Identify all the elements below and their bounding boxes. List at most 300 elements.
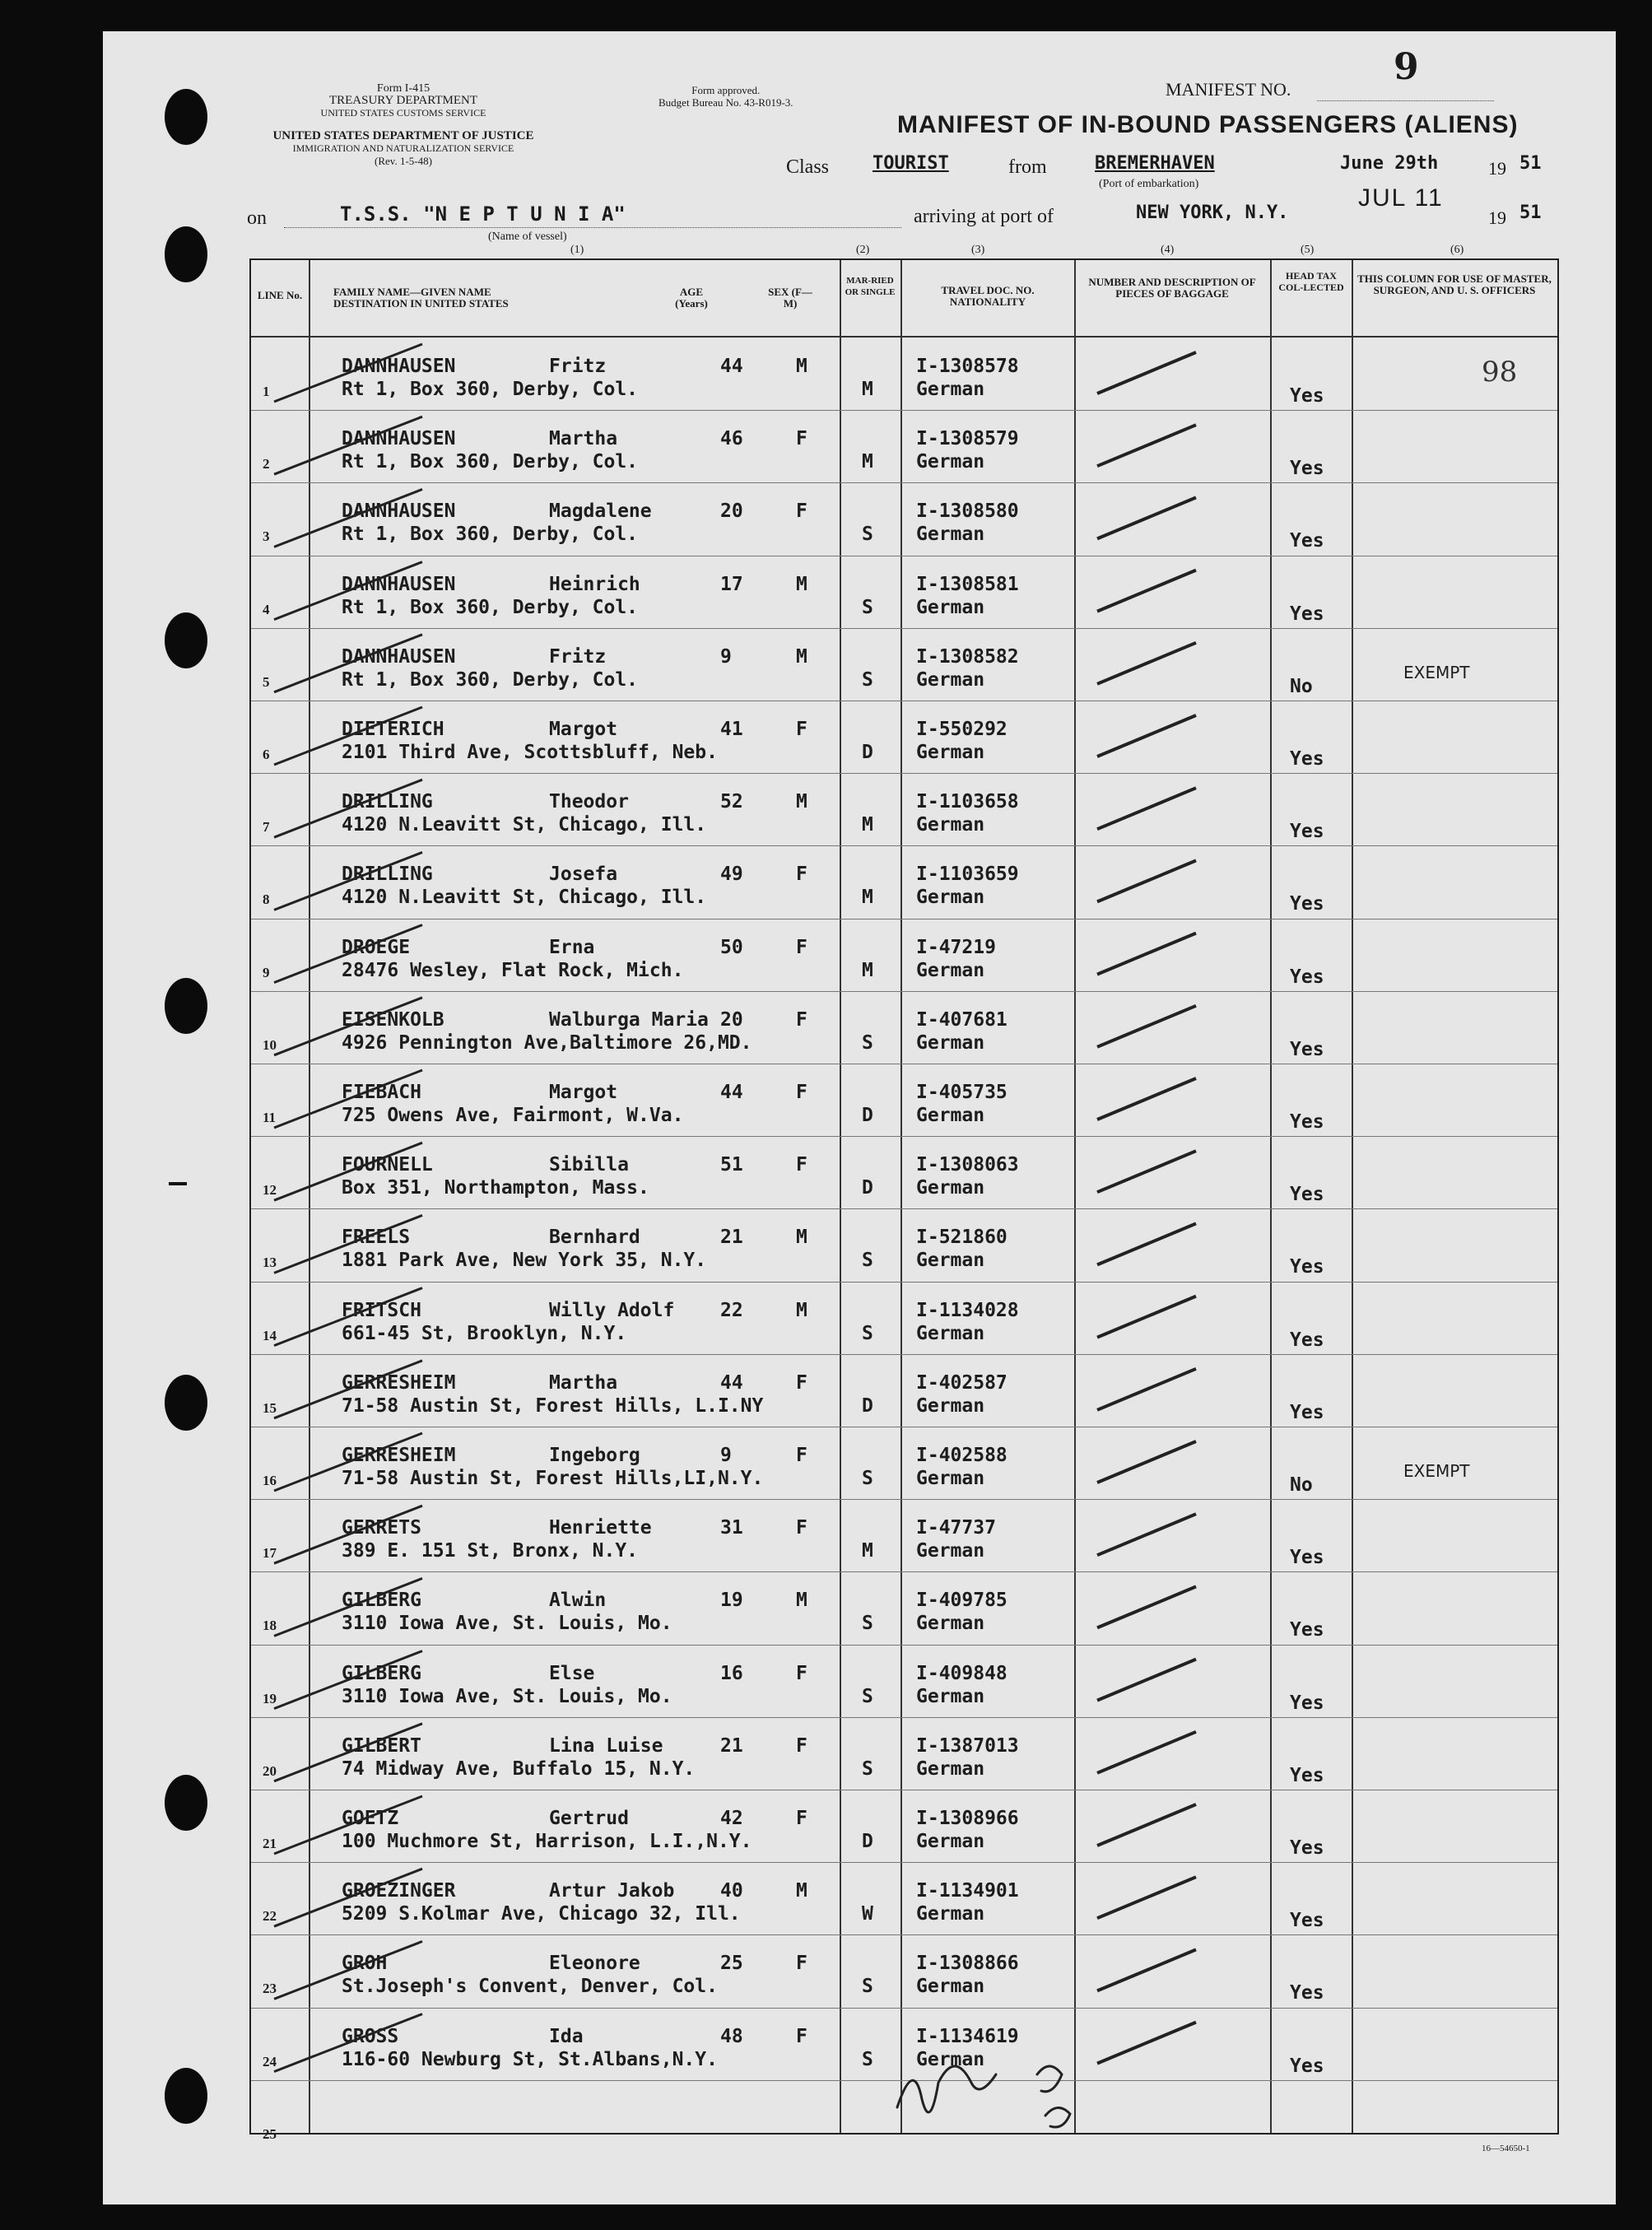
check-stroke xyxy=(274,1941,422,1999)
cell-ms: D xyxy=(862,1105,873,1126)
cell-nat: German xyxy=(916,1468,985,1489)
cell-given: Ida xyxy=(549,2025,584,2047)
cell-sex: M xyxy=(796,573,807,595)
cell-age: 44 xyxy=(720,356,743,377)
cell-family: EISENKOLB xyxy=(342,1008,444,1031)
cell-given: Alwin xyxy=(549,1590,607,1612)
cell-no: 14 xyxy=(263,1327,277,1343)
cell-dest: Rt 1, Box 360, Derby, Col. xyxy=(342,451,639,473)
cell-tax: Yes xyxy=(1290,1910,1324,1932)
cell-tax: Yes xyxy=(1290,1329,1324,1351)
col-header-officers: THIS COLUMN FOR USE OF MASTER, SURGEON, AND U. S. OFFICERS xyxy=(1357,272,1552,296)
cell-doc: I-1308966 xyxy=(916,1808,1019,1829)
vessel-caption: (Name of vessel) xyxy=(488,230,567,243)
manifest-no-label: MANIFEST NO. xyxy=(1166,79,1291,100)
cell-sex: F xyxy=(796,2025,807,2047)
cell-nat: German xyxy=(916,1903,985,1925)
cell-family: DANNHAUSEN xyxy=(342,356,456,377)
baggage-check-stroke xyxy=(1097,860,1196,901)
cell-given: Heinrich xyxy=(549,573,640,595)
check-stroke xyxy=(274,1651,422,1709)
cell-given: Margot xyxy=(549,1082,618,1103)
col-num-1: (1) xyxy=(570,244,584,256)
baggage-check-stroke xyxy=(1097,1514,1196,1555)
manifest-no-value: 9 xyxy=(1394,46,1419,88)
cell-sex: M xyxy=(796,1590,807,1612)
cell-age: 25 xyxy=(720,1953,743,1975)
cell-nat: German xyxy=(916,959,985,981)
cell-ms: S xyxy=(862,1685,873,1707)
col-header-baggage: NUMBER AND DESCRIPTION OF PIECES OF BAGGAGE xyxy=(1088,276,1256,300)
cell-ms: M xyxy=(862,887,873,909)
col-header-age: AGE (Years) xyxy=(675,286,708,310)
cell-dest: 4926 Pennington Ave,Baltimore 26,MD. xyxy=(342,1031,752,1054)
cell-ms: W xyxy=(862,1903,873,1925)
cell-given: Martha xyxy=(549,428,618,450)
baggage-check-stroke xyxy=(1097,2023,1196,2064)
check-stroke xyxy=(274,852,422,910)
cell-family: DIETERICH xyxy=(342,719,444,740)
treasury-dept: TREASURY DEPARTMENT xyxy=(328,94,478,107)
cell-dest: Rt 1, Box 360, Derby, Col. xyxy=(342,596,639,618)
cell-given: Else xyxy=(549,1662,595,1684)
cell-dest: Box 351, Northampton, Mass. xyxy=(342,1177,649,1199)
cell-given: Lina Luise xyxy=(549,1734,663,1757)
cell-nat: German xyxy=(916,1105,985,1126)
cell-given: Margot xyxy=(549,719,618,740)
baggage-check-stroke xyxy=(1097,1369,1196,1410)
year2-suffix: 51 xyxy=(1519,203,1542,223)
cell-given: Bernhard xyxy=(549,1227,640,1249)
check-stroke xyxy=(274,1869,422,1926)
cell-sex: F xyxy=(796,1662,807,1684)
col-num-3: (3) xyxy=(971,244,985,256)
cell-no: 7 xyxy=(263,819,270,836)
cell-sex: F xyxy=(796,1371,807,1394)
cell-no: 23 xyxy=(263,1981,277,1997)
cell-no: 25 xyxy=(263,2125,277,2142)
col-num-6: (6) xyxy=(1450,244,1464,256)
cell-ms: S xyxy=(862,1613,873,1635)
cell-sex: M xyxy=(796,791,807,813)
col-num-4: (4) xyxy=(1161,244,1175,256)
cell-dest: Rt 1, Box 360, Derby, Col. xyxy=(342,379,639,400)
cell-age: 41 xyxy=(720,719,743,740)
check-stroke xyxy=(274,635,422,692)
cell-ms: S xyxy=(862,1468,873,1489)
cell-ms: S xyxy=(862,1976,873,1998)
cell-family: FIEBACH xyxy=(342,1082,421,1103)
cell-age: 52 xyxy=(720,791,743,813)
check-stroke xyxy=(274,925,422,983)
check-stroke xyxy=(274,780,422,837)
baggage-check-stroke xyxy=(1097,1078,1196,1120)
baggage-check-stroke xyxy=(1097,933,1196,975)
cell-dest: 5209 S.Kolmar Ave, Chicago 32, Ill. xyxy=(342,1903,741,1925)
cell-age: 44 xyxy=(720,1371,743,1394)
baggage-check-stroke xyxy=(1097,497,1196,538)
check-stroke xyxy=(274,489,422,547)
baggage-check-stroke xyxy=(1097,352,1196,393)
class-value: TOURIST xyxy=(873,153,949,174)
arrival-date-stamp: JUL 11 xyxy=(1358,184,1444,212)
cell-no: 24 xyxy=(263,2053,277,2069)
cell-age: 21 xyxy=(720,1227,743,1249)
cell-given: Walburga Maria xyxy=(549,1008,709,1031)
check-stroke xyxy=(274,998,422,1055)
cell-age: 9 xyxy=(720,645,732,668)
cell-dest: 1881 Park Ave, New York 35, N.Y. xyxy=(342,1250,707,1272)
cell-tax: Yes xyxy=(1290,966,1324,988)
cell-tax: No xyxy=(1290,675,1313,697)
cell-dest: 389 E. 151 St, Bronx, N.Y. xyxy=(342,1540,639,1562)
col-header-sex: SEX (F—M) xyxy=(768,286,812,310)
baggage-check-stroke xyxy=(1097,1297,1196,1338)
cell-family: GROH xyxy=(342,1953,388,1975)
page-note: 98 xyxy=(1482,356,1518,389)
cell-sex: F xyxy=(796,500,807,523)
cell-tax: Yes xyxy=(1290,1111,1324,1133)
baggage-check-stroke xyxy=(1097,1006,1196,1047)
cell-nat: German xyxy=(916,1685,985,1707)
cell-tax: Yes xyxy=(1290,748,1324,770)
cell-age: 19 xyxy=(720,1590,743,1612)
cell-given: Sibilla xyxy=(549,1154,629,1176)
cell-dest: 661-45 St, Brooklyn, N.Y. xyxy=(342,1322,627,1344)
check-stroke xyxy=(274,707,422,765)
baggage-check-stroke xyxy=(1097,1949,1196,1990)
manifest-title: MANIFEST OF IN-BOUND PASSENGERS (ALIENS) xyxy=(897,111,1519,138)
check-stroke xyxy=(274,562,422,620)
cell-family: DANNHAUSEN xyxy=(342,645,456,668)
cell-age: 20 xyxy=(720,500,743,523)
cell-doc: I-1387013 xyxy=(916,1734,1019,1757)
cell-family: GERRESHEIM xyxy=(342,1371,456,1394)
cell-ms: D xyxy=(862,1177,873,1199)
cell-sex: F xyxy=(796,1517,807,1539)
baggage-check-stroke xyxy=(1097,1223,1196,1264)
from-value: BREMERHAVEN xyxy=(1095,153,1215,174)
cell-sex: F xyxy=(796,1808,807,1829)
check-stroke xyxy=(274,1724,422,1781)
cell-ms: D xyxy=(862,742,873,763)
cell-doc: I-405735 xyxy=(916,1082,1007,1103)
cell-given: Artur Jakob xyxy=(549,1880,675,1902)
cell-nat: German xyxy=(916,1613,985,1635)
cell-ms: S xyxy=(862,1250,873,1272)
cell-age: 48 xyxy=(720,2025,743,2047)
cell-no: 11 xyxy=(263,1110,277,1125)
cell-family: GOETZ xyxy=(342,1808,399,1829)
cell-no: 12 xyxy=(263,1182,277,1199)
cell-tax: Yes xyxy=(1290,1547,1324,1569)
cell-no: 10 xyxy=(263,1036,277,1053)
cell-no: 19 xyxy=(263,1690,277,1706)
cell-nat: German xyxy=(916,1394,985,1417)
cell-doc: I-1308579 xyxy=(916,428,1019,450)
cell-age: 9 xyxy=(720,1445,732,1466)
cell-given: Martha xyxy=(549,1371,618,1394)
col-num-2: (2) xyxy=(856,244,870,256)
cell-dest: 100 Muchmore St, Harrison, L.I.,N.Y. xyxy=(342,1831,752,1852)
cell-nat: German xyxy=(916,1177,985,1199)
check-stroke xyxy=(274,1578,422,1636)
cell-sex: F xyxy=(796,1445,807,1466)
baggage-check-stroke xyxy=(1097,1732,1196,1773)
cell-family: FRITSCH xyxy=(342,1299,421,1321)
on-label: on xyxy=(247,207,267,229)
check-stroke xyxy=(274,1433,422,1491)
cell-age: 22 xyxy=(720,1299,743,1321)
cell-nat: German xyxy=(916,668,985,691)
cell-nat: German xyxy=(916,1976,985,1998)
cell-ms: D xyxy=(862,1394,873,1417)
cell-no: 17 xyxy=(263,1545,277,1562)
cell-given: Fritz xyxy=(549,356,607,377)
form-approved: Form approved. xyxy=(691,84,761,96)
cell-family: DANNHAUSEN xyxy=(342,573,456,595)
cell-no: 21 xyxy=(263,1836,277,1851)
cell-given: Magdalene xyxy=(549,500,652,523)
cell-nat: German xyxy=(916,1540,985,1562)
cell-dest: St.Joseph's Convent, Denver, Col. xyxy=(342,1976,718,1998)
cell-doc: I-47219 xyxy=(916,936,996,958)
baggage-check-stroke xyxy=(1097,1804,1196,1846)
cell-tax: Yes xyxy=(1290,821,1324,843)
cell-doc: I-1134028 xyxy=(916,1299,1019,1321)
cell-ms: D xyxy=(862,1831,873,1852)
cell-dest: 2101 Third Ave, Scottsbluff, Neb. xyxy=(342,742,718,763)
cell-dest: 71-58 Austin St, Forest Hills, L.I.NY xyxy=(342,1394,764,1417)
cell-ms: M xyxy=(862,451,873,473)
cell-age: 16 xyxy=(720,1662,743,1684)
cell-age: 50 xyxy=(720,936,743,958)
check-stroke xyxy=(274,1070,422,1128)
cell-ms: S xyxy=(862,524,873,546)
cell-no: 15 xyxy=(263,1399,277,1416)
cell-given: Erna xyxy=(549,936,595,958)
cell-nat: German xyxy=(916,379,985,400)
cell-sex: F xyxy=(796,1953,807,1975)
cell-given: Josefa xyxy=(549,864,618,886)
cell-family: GILBERG xyxy=(342,1662,421,1684)
cell-no: 6 xyxy=(263,747,270,762)
cell-family: GERRESHEIM xyxy=(342,1445,456,1466)
cell-doc: I-1103659 xyxy=(916,864,1019,886)
cell-dest: 4120 N.Leavitt St, Chicago, Ill. xyxy=(342,814,707,836)
check-stroke xyxy=(274,1796,422,1854)
col-num-5: (5) xyxy=(1301,244,1315,256)
cell-no: 16 xyxy=(263,1473,277,1488)
cell-nat: German xyxy=(916,1322,985,1344)
footer-code: 16—54650-1 xyxy=(1482,2144,1530,2153)
cell-no: 9 xyxy=(263,964,270,980)
col-header-name: FAMILY NAME—GIVEN NAME DESTINATION IN UNITED STATES xyxy=(333,286,509,310)
col-header-head-tax: HEAD TAX COL-LECTED xyxy=(1278,270,1344,293)
cell-ms: S xyxy=(862,1031,873,1054)
cell-ms: S xyxy=(862,668,873,691)
cell-ms: S xyxy=(862,2048,873,2070)
cell-ms: S xyxy=(862,596,873,618)
col-header-travel-doc: TRAVEL DOC. NO. NATIONALITY xyxy=(941,284,1035,308)
cell-age: 21 xyxy=(720,1734,743,1757)
port-caption: (Port of embarkation) xyxy=(1099,178,1199,190)
cell-given: Willy Adolf xyxy=(549,1299,675,1321)
baggage-check-stroke xyxy=(1097,1586,1196,1627)
cell-sex: M xyxy=(796,645,807,668)
cell-no: 8 xyxy=(263,892,270,908)
cell-sex: M xyxy=(796,356,807,377)
cell-given: Fritz xyxy=(549,645,607,668)
baggage-check-stroke xyxy=(1097,1660,1196,1701)
check-stroke xyxy=(274,344,422,402)
cell-doc: I-407681 xyxy=(916,1008,1007,1031)
cell-doc: I-1308063 xyxy=(916,1154,1019,1176)
cell-family: DANNHAUSEN xyxy=(342,428,456,450)
cell-tax: Yes xyxy=(1290,1184,1324,1206)
cell-ms: S xyxy=(862,1322,873,1344)
year-prefix: 19 xyxy=(1488,158,1506,179)
cell-tax: Yes xyxy=(1290,385,1324,407)
year-suffix: 51 xyxy=(1519,153,1542,174)
cell-tax: No xyxy=(1290,1474,1313,1496)
cell-doc: I-402587 xyxy=(916,1371,1007,1394)
cell-dest: 3110 Iowa Ave, St. Louis, Mo. xyxy=(342,1685,672,1707)
cell-family: GERRETS xyxy=(342,1517,421,1539)
cell-doc: I-1308581 xyxy=(916,573,1019,595)
cell-tax: Yes xyxy=(1290,1837,1324,1859)
baggage-check-stroke xyxy=(1097,570,1196,612)
cell-tax: Yes xyxy=(1290,1764,1324,1786)
cell-nat: German xyxy=(916,1757,985,1780)
check-stroke xyxy=(274,1215,422,1273)
cell-sex: F xyxy=(796,719,807,740)
cell-family: GROSS xyxy=(342,2025,399,2047)
cell-doc: I-1134901 xyxy=(916,1880,1019,1902)
cell-age: 49 xyxy=(720,864,743,886)
baggage-check-stroke xyxy=(1097,715,1196,757)
budget-bureau: Budget Bureau No. 43-R019-3. xyxy=(658,96,793,109)
cell-nat: German xyxy=(916,814,985,836)
arrival-port: NEW YORK, N.Y. xyxy=(1136,203,1289,223)
check-stroke xyxy=(274,2014,422,2072)
revision: (Rev. 1-5-48) xyxy=(375,155,432,167)
cell-no: 20 xyxy=(263,1762,277,1779)
cell-age: 20 xyxy=(720,1008,743,1031)
cell-family: FREELS xyxy=(342,1227,411,1249)
arriving-label: arriving at port of xyxy=(914,206,1054,227)
cell-tax: Yes xyxy=(1290,1256,1324,1278)
cell-age: 40 xyxy=(720,1880,743,1902)
cell-family: GROEZINGER xyxy=(342,1880,456,1902)
justice-dept: UNITED STATES DEPARTMENT OF JUSTICE xyxy=(272,129,534,142)
cell-given: Ingeborg xyxy=(549,1445,640,1466)
cell-no: 4 xyxy=(263,601,270,617)
cell-dest: 3110 Iowa Ave, St. Louis, Mo. xyxy=(342,1613,672,1635)
cell-tax: Yes xyxy=(1290,1401,1324,1423)
form-number: Form I-415 xyxy=(376,82,430,95)
baggage-check-stroke xyxy=(1097,1151,1196,1192)
class-label: Class xyxy=(786,156,830,178)
cell-tax: Yes xyxy=(1290,1619,1324,1641)
cell-given: Gertrud xyxy=(549,1808,629,1829)
cell-family: DROEGE xyxy=(342,936,411,958)
cell-family: DANNHAUSEN xyxy=(342,500,456,523)
cell-note: EXEMPT xyxy=(1403,662,1470,682)
year2-prefix: 19 xyxy=(1488,207,1506,228)
cell-tax: Yes xyxy=(1290,1038,1324,1060)
cell-doc: I-409785 xyxy=(916,1590,1007,1612)
baggage-check-stroke xyxy=(1097,788,1196,829)
cell-doc: I-1134619 xyxy=(916,2025,1019,2047)
cell-dest: Rt 1, Box 360, Derby, Col. xyxy=(342,668,639,691)
cell-age: 42 xyxy=(720,1808,743,1829)
cell-note: EXEMPT xyxy=(1403,1461,1470,1481)
baggage-check-stroke xyxy=(1097,1877,1196,1918)
cell-sex: F xyxy=(796,1082,807,1103)
cell-dest: 28476 Wesley, Flat Rock, Mich. xyxy=(342,959,684,981)
check-stroke xyxy=(274,1361,422,1418)
cell-family: GILBERT xyxy=(342,1734,421,1757)
cell-family: DRILLING xyxy=(342,791,433,813)
cell-no: 2 xyxy=(263,456,270,473)
cell-family: DRILLING xyxy=(342,864,433,886)
cell-doc: I-1308578 xyxy=(916,356,1019,377)
cell-tax: Yes xyxy=(1290,1692,1324,1714)
cell-dest: 116-60 Newburg St, St.Albans,N.Y. xyxy=(342,2048,718,2070)
cell-sex: F xyxy=(796,428,807,450)
cell-age: 51 xyxy=(720,1154,743,1176)
cell-doc: I-1308582 xyxy=(916,645,1019,668)
cell-tax: Yes xyxy=(1290,458,1324,480)
cell-dest: 4120 N.Leavitt St, Chicago, Ill. xyxy=(342,887,707,909)
cell-sex: M xyxy=(796,1299,807,1321)
cell-sex: F xyxy=(796,936,807,958)
cell-ms: M xyxy=(862,814,873,836)
cell-sex: F xyxy=(796,1734,807,1757)
cell-given: Theodor xyxy=(549,791,629,813)
cell-ms: M xyxy=(862,1540,873,1562)
col-header-line-no: LINE No. xyxy=(257,289,303,301)
departure-date: June 29th xyxy=(1340,153,1439,174)
cell-sex: F xyxy=(796,1008,807,1031)
cell-no: 13 xyxy=(263,1255,277,1271)
cell-age: 17 xyxy=(720,573,743,595)
cell-ms: M xyxy=(862,379,873,400)
check-stroke xyxy=(274,1288,422,1346)
baggage-check-stroke xyxy=(1097,425,1196,466)
check-stroke xyxy=(274,1506,422,1563)
cell-age: 46 xyxy=(720,428,743,450)
cell-tax: Yes xyxy=(1290,530,1324,552)
ins-service: IMMIGRATION AND NATURALIZATION SERVICE xyxy=(292,142,514,154)
cell-dest: Rt 1, Box 360, Derby, Col. xyxy=(342,524,639,546)
cell-sex: F xyxy=(796,1154,807,1176)
cell-doc: I-521860 xyxy=(916,1227,1007,1249)
cell-sex: M xyxy=(796,1227,807,1249)
cell-age: 44 xyxy=(720,1082,743,1103)
cell-family: FOURNELL xyxy=(342,1154,433,1176)
cell-given: Henriette xyxy=(549,1517,652,1539)
cell-doc: I-47737 xyxy=(916,1517,996,1539)
cell-doc: I-1103658 xyxy=(916,791,1019,813)
cell-doc: I-1308580 xyxy=(916,500,1019,523)
cell-tax: Yes xyxy=(1290,1982,1324,2004)
cell-ms: S xyxy=(862,1757,873,1780)
cell-dest: 71-58 Austin St, Forest Hills,LI,N.Y. xyxy=(342,1468,764,1489)
cell-nat: German xyxy=(916,1250,985,1272)
baggage-check-stroke xyxy=(1097,1441,1196,1483)
